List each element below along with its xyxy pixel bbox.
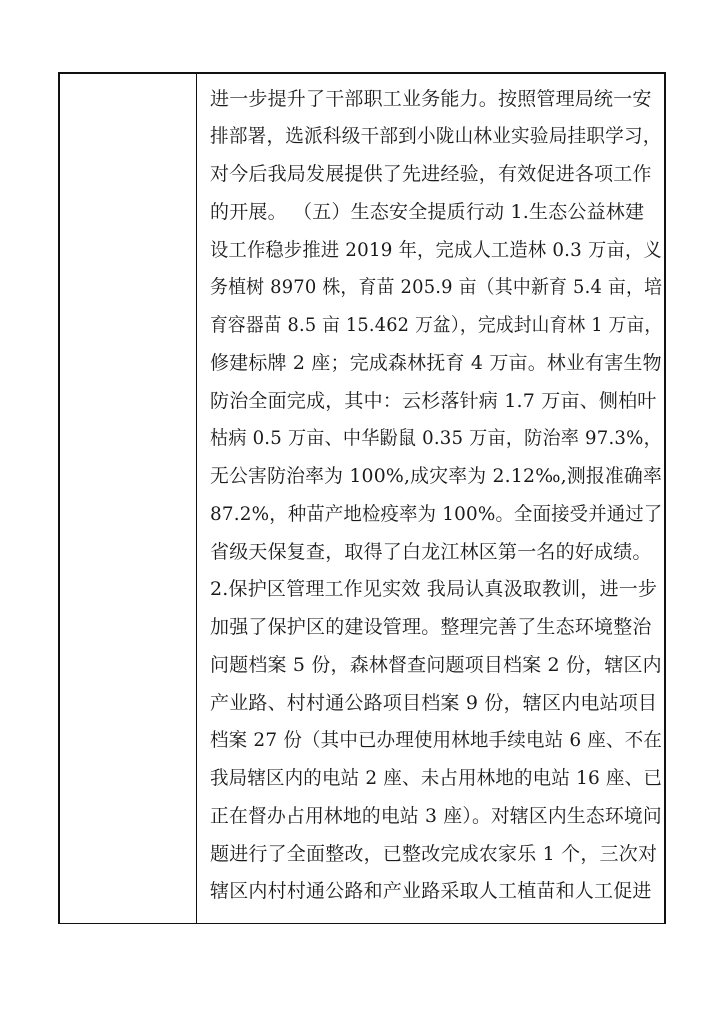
text-line: 档案 27 份（其中已办理使用林地手续电站 6 座、不在 bbox=[210, 729, 663, 751]
text-line: 进一步提升了干部职工业务能力。按照管理局统一安 bbox=[210, 88, 652, 110]
text-line: 防治全面完成，其中：云杉落针病 1.7 万亩、侧柏叶 bbox=[210, 390, 657, 412]
text-line: 正在督办占用林地的电站 3 座）。对辖区内生态环境问 bbox=[210, 805, 662, 827]
text-line: 务植树 8970 株，育苗 205.9 亩（其中新育 5.4 亩，培 bbox=[210, 276, 663, 298]
text-line: 辖区内村村通公路和产业路采取人工植苗和人工促进 bbox=[210, 880, 652, 902]
text-line: 无公害防治率为 100%,成灾率为 2.12‰,测报准确率 bbox=[210, 465, 662, 487]
text-line: 加强了保护区的建设管理。整理完善了生态环境整治 bbox=[210, 616, 652, 638]
text-line: 排部署，选派科级干部到小陇山林业实验局挂职学习， bbox=[210, 125, 662, 147]
table-label-cell bbox=[60, 74, 197, 923]
text-line: 修建标牌 2 座；完成森林抚育 4 万亩。林业有害生物 bbox=[210, 352, 662, 374]
text-line: 产业路、村村通公路项目档案 9 份，辖区内电站项目 bbox=[210, 692, 658, 714]
text-line: 问题档案 5 份，森林督查问题项目档案 2 份，辖区内 bbox=[210, 654, 662, 676]
text-line: 87.2%，种苗产地检疫率为 100%。全面接受并通过了 bbox=[210, 503, 663, 525]
text-line: 育容器苗 8.5 亩 15.462 万盆），完成封山育林 1 万亩， bbox=[210, 314, 663, 336]
text-line: 枯病 0.5 万亩、中华鼢鼠 0.35 万亩，防治率 97.3%， bbox=[210, 427, 662, 449]
text-line: 对今后我局发展提供了先进经验，有效促进各项工作 bbox=[210, 163, 652, 185]
text-line: 省级天保复查，取得了白龙江林区第一名的好成绩。 bbox=[210, 541, 652, 563]
text-line: 的开展。 （五）生态安全提质行动 1.生态公益林建 bbox=[210, 201, 645, 223]
text-line: 设工作稳步推进 2019 年，完成人工造林 0.3 万亩，义 bbox=[210, 239, 662, 261]
document-table bbox=[58, 72, 666, 924]
table-content-cell bbox=[197, 74, 664, 923]
text-line: 2.保护区管理工作见实效 我局认真汲取教训，进一步 bbox=[210, 578, 658, 600]
text-line: 题进行了全面整改，已整改完成农家乐 1 个，三次对 bbox=[210, 843, 658, 865]
text-line: 我局辖区内的电站 2 座、未占用林地的电站 16 座、已 bbox=[210, 767, 663, 789]
